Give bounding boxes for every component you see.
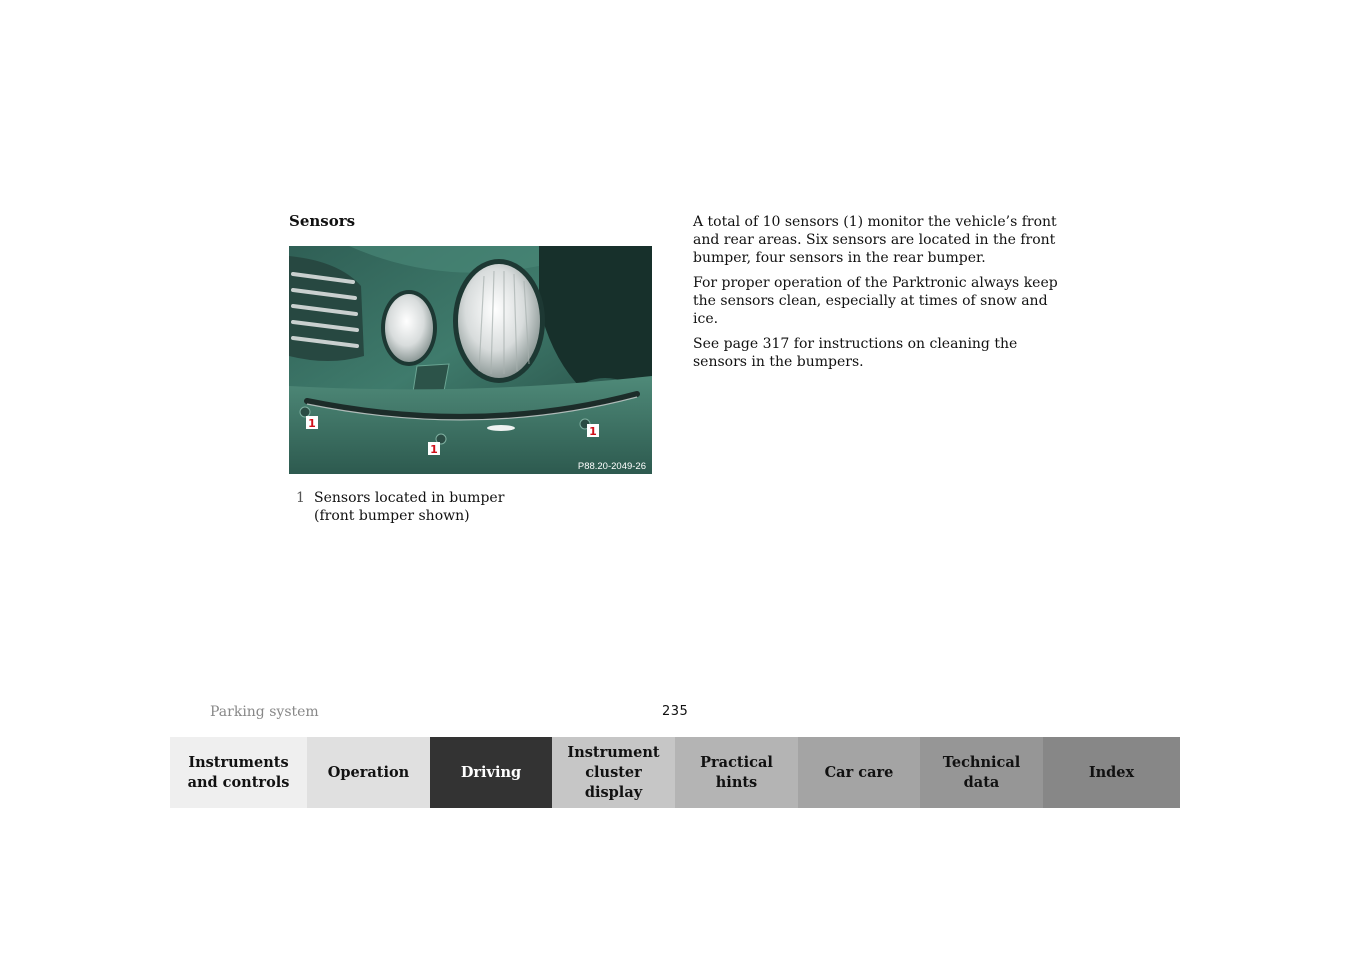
- body-paragraph: For proper operation of the Parktronic always keep the sensors clean, especially at times of snow and ice.: [693, 275, 1058, 327]
- sensor-callout: [587, 424, 599, 438]
- tab-operation[interactable]: [307, 737, 430, 808]
- tab-label: Index: [1088, 763, 1135, 781]
- tab-label: Car care: [824, 763, 894, 781]
- callout-label: 1: [430, 443, 438, 456]
- figure-caption: [296, 489, 626, 525]
- tab-driving[interactable]: [430, 737, 552, 808]
- sensor-callout: [428, 442, 440, 456]
- sensor-callout: [306, 416, 318, 430]
- tab-car-care[interactable]: [798, 737, 920, 808]
- tab-practical-hints[interactable]: [675, 737, 798, 808]
- tab-instruments-and-controls[interactable]: [170, 737, 307, 808]
- body-paragraph: See page 317 for instructions on cleaning the sensors in the bumpers.: [693, 336, 1018, 370]
- tab-label: Technical data: [942, 753, 1021, 791]
- page-number: 235: [662, 704, 689, 719]
- callout-label: 1: [589, 425, 597, 438]
- callout-label: 1: [308, 417, 316, 430]
- bumper-sensor-illustration: [289, 246, 652, 474]
- tab-instrument-cluster-display[interactable]: [552, 737, 675, 808]
- footer-section-name: Parking system: [210, 704, 319, 720]
- tab-technical-data[interactable]: [920, 737, 1043, 808]
- chapter-nav: [170, 737, 1180, 808]
- tab-index[interactable]: [1043, 737, 1180, 808]
- tab-label: Practical hints: [700, 753, 773, 791]
- body-paragraph: A total of 10 sensors (1) monitor the vehicle’s front and rear areas. Six sensors are located in the front bumper, four sensors in the rear bumper.: [693, 214, 1057, 266]
- tab-label: Instruments and controls: [187, 753, 290, 791]
- section-title: Sensors: [289, 212, 356, 230]
- tab-label: Operation: [327, 763, 410, 781]
- body-text: [693, 213, 1065, 378]
- tab-label: Driving: [460, 763, 522, 781]
- tab-label: Instrument cluster display: [567, 743, 660, 801]
- caption-text: Sensors located in bumper (front bumper shown): [314, 490, 505, 524]
- caption-number: 1: [296, 490, 305, 506]
- figure-code: P88.20-2049-26: [577, 461, 646, 472]
